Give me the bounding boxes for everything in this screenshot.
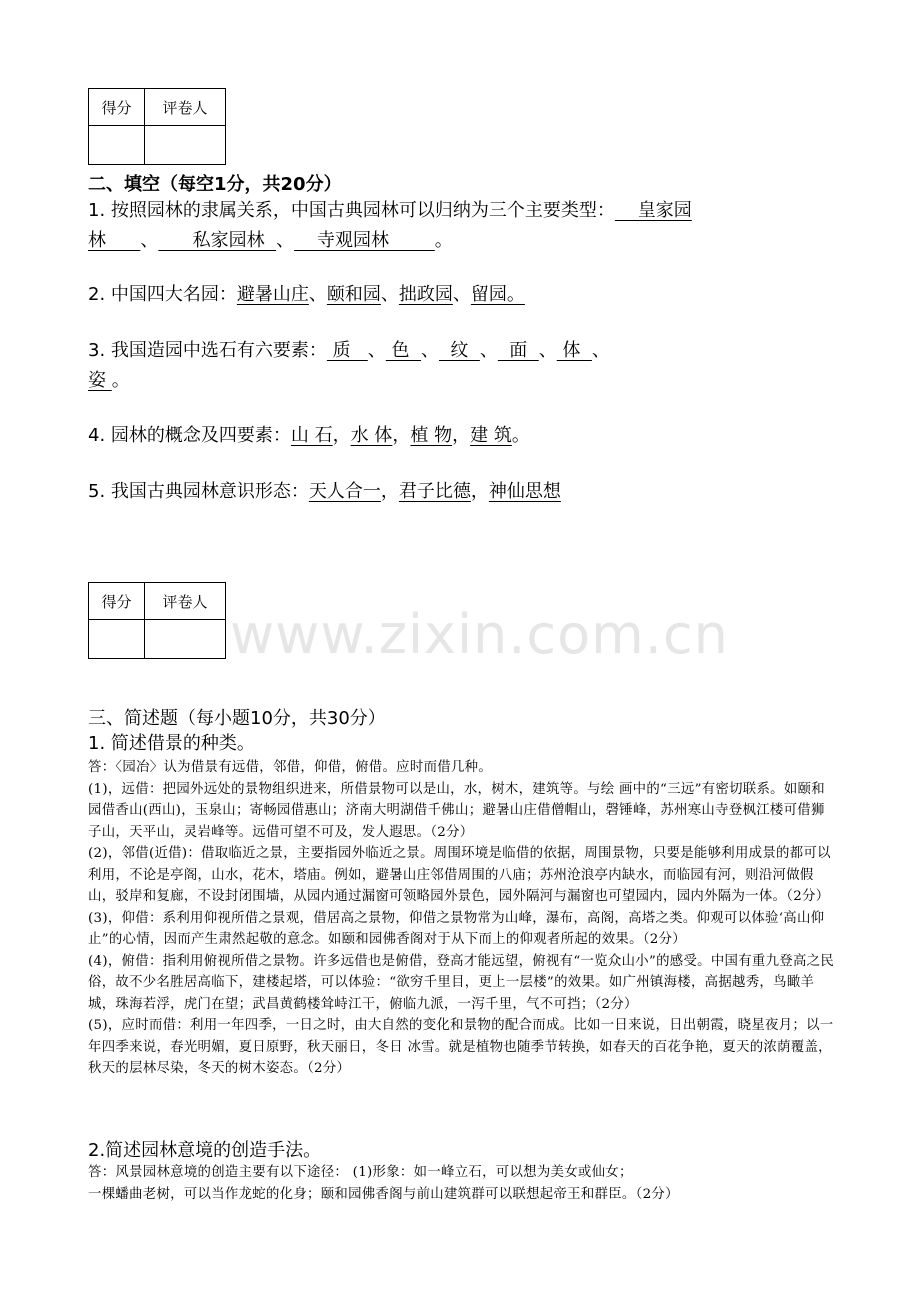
fill-question-2 xyxy=(88,280,838,310)
grader-label: 评卷人 xyxy=(145,89,226,126)
q3-prefix: 3. 我国造园中选石有六要素： xyxy=(88,340,327,361)
q4-prefix: 4. 园林的概念及四要素： xyxy=(88,425,291,446)
score-box-1 xyxy=(88,88,226,165)
q2-title: 2.简述园林意境的创造手法。 xyxy=(88,1140,322,1161)
fill-question-4 xyxy=(88,421,838,451)
q2-item: 避暑山庄 xyxy=(236,284,309,305)
score-box-2 xyxy=(88,582,226,659)
fill-question-1 xyxy=(88,196,838,256)
q5-sep: ， xyxy=(380,481,399,502)
q4-item: 山 石 xyxy=(290,425,333,446)
q1-prefix: 1. 按照园林的隶属关系，中国古典园林可以归纳为三个主要类型： xyxy=(88,200,615,221)
q3-sep: 、 xyxy=(538,340,557,361)
answer-paragraph: (2)，邻借(近借)：借取临近之景，主要指园外临近之景。周围环境是临借的依据，周围景物，只要是能够利用成景的都可以利用，不论是亭阁，山水，花木，塔庙。例如，避暑山庄邻借周围的八庙；苏州沧浪亭内缺水，而临园有河，则沿河做假山，驳岸和复廊，不设封闭围墙，从园内通过漏窗可领略园外景色，园外隔河与漏窗也可望园内，园内外隔为一体。（2分） xyxy=(88,846,831,904)
q2-answer xyxy=(88,1162,838,1205)
answer-paragraph: 答：风景园林意境的创造主要有以下途径： (1)形象：如一峰立石，可以想为美女或仙女； xyxy=(88,1165,633,1180)
q1-sep: 、 xyxy=(276,230,295,251)
q1-answer xyxy=(88,757,838,1080)
q3-sep: 、 xyxy=(479,340,498,361)
q2-item: 留园。 xyxy=(470,284,525,305)
grader-cell xyxy=(145,620,226,659)
q5-item: 神仙思想 xyxy=(488,481,561,502)
q3-item: 姿 xyxy=(88,370,112,391)
q2-prefix: 2. 中国四大名园： xyxy=(88,284,237,305)
answer-paragraph: (5)，应时而借：利用一年四季，一日之时，由大自然的变化和景物的配合而成。比如一日来说，日出朝霞，晓星夜月；以一年四季来说，春光明媚，夏日原野，秋天丽日，冬日 冰雪。就是植物也随季节转换，如春天的百花争艳，夏天的浓荫覆盖，秋天的层林尽染，冬天的树木姿态。（2分） xyxy=(88,1018,834,1076)
score-label: 得分 xyxy=(89,89,145,126)
fill-question-3 xyxy=(88,336,838,396)
score-cell xyxy=(89,620,145,659)
q3-sep: 、 xyxy=(420,340,439,361)
q5-item: 君子比德 xyxy=(398,481,471,502)
q3-item: 纹 xyxy=(438,340,480,361)
q4-sep: ， xyxy=(392,425,411,446)
q3-item: 质 xyxy=(326,340,368,361)
score-cell xyxy=(89,126,145,165)
section2-title: 二、填空（每空1分，共20分） xyxy=(88,174,342,195)
q2-sep: 、 xyxy=(308,284,327,305)
answer-paragraph: 一棵蟠曲老树，可以当作龙蛇的化身；颐和园佛香阁与前山建筑群可以联想起帝王和群臣。（2分） xyxy=(88,1186,679,1202)
answer-paragraph: 答：〈园冶〉认为借景有远借，邻借，仰借，俯借。应时而借几种。 xyxy=(88,760,493,775)
q3-item: 面 xyxy=(497,340,539,361)
q4-item: 植 物 xyxy=(410,425,453,446)
fill-question-5 xyxy=(88,477,838,507)
q4-item: 建 筑 xyxy=(470,425,512,446)
answer-paragraph: (4)，俯借：指利用俯视所借之景物。许多远借也是俯借，登高才能远望，俯视有“一览众山小”的感受。中国有重九登高之民俗，故不少名胜居高临下，建楼起塔，可以体验：“欲穷千里目，更上一层楼”的效果。如广州镇海楼，高据越秀，鸟瞰羊城，珠海若浮，虎门在望；武昌黄鹤楼耸峙江干，俯临九派，一泻千里，气不可挡；（2分） xyxy=(88,953,835,1012)
grader-cell xyxy=(145,126,226,165)
q5-prefix: 5. 我国古典园林意识形态： xyxy=(88,481,309,502)
q3-sep: 、 xyxy=(367,340,386,361)
q1-blank-3: 寺观园林 xyxy=(294,230,435,251)
q2-item: 颐和园 xyxy=(326,284,381,305)
q1-blank-2: 私家园林 xyxy=(158,230,277,251)
q1-title: 1. 简述借景的种类。 xyxy=(88,733,255,754)
q1-blank-1b: 林 xyxy=(88,230,141,251)
q1-sep: 、 xyxy=(140,230,159,251)
q4-item: 水 体 xyxy=(350,425,393,446)
q2-item: 拙政园 xyxy=(398,284,453,305)
answer-paragraph: (1)，远借：把园外远处的景物组织进来，所借景物可以是山，水，树木，建筑等。与绘 画中的“三远”有密切联系。如颐和园借香山(西山)，玉泉山；寄畅园借惠山；济南大明湖借千佛山；避暑山庄借僧帽山，磬锤峰，苏州寒山寺登枫江楼可借狮子山，天平山，灵岩峰等。远借可望不可及，发人遐思。（2分） xyxy=(88,781,825,840)
q1-end: 。 xyxy=(434,230,453,251)
q3-item: 色 xyxy=(385,340,421,361)
watermark: www.zixin.com.cn xyxy=(230,603,729,666)
q5-sep: ， xyxy=(470,481,489,502)
q3-sep: 、 xyxy=(591,340,610,361)
q4-sep: ， xyxy=(452,425,471,446)
q3-item: 体 xyxy=(556,340,592,361)
q2-sep: 、 xyxy=(380,284,399,305)
q2-sep: 、 xyxy=(452,284,471,305)
score-label: 得分 xyxy=(89,583,145,620)
section3-title: 三、简述题（每小题10分，共30分） xyxy=(88,708,386,729)
q5-item: 天人合一 xyxy=(308,481,381,502)
q1-blank-1a: 皇家园 xyxy=(614,200,692,221)
answer-paragraph: (3)，仰借：系利用仰视所借之景观，借居高之景物，仰借之景物常为山峰，瀑布，高阁，高塔之类。仰观可以体验‘高山仰止”的心情，因而产生肃然起敬的意念。如颐和园佛香阁对于从下而上的仰观者所起的效果。（2分） xyxy=(88,910,825,947)
q3-end: 。 xyxy=(111,370,130,391)
grader-label: 评卷人 xyxy=(145,583,226,620)
q4-end: 。 xyxy=(511,425,530,446)
q4-sep: ， xyxy=(332,425,351,446)
